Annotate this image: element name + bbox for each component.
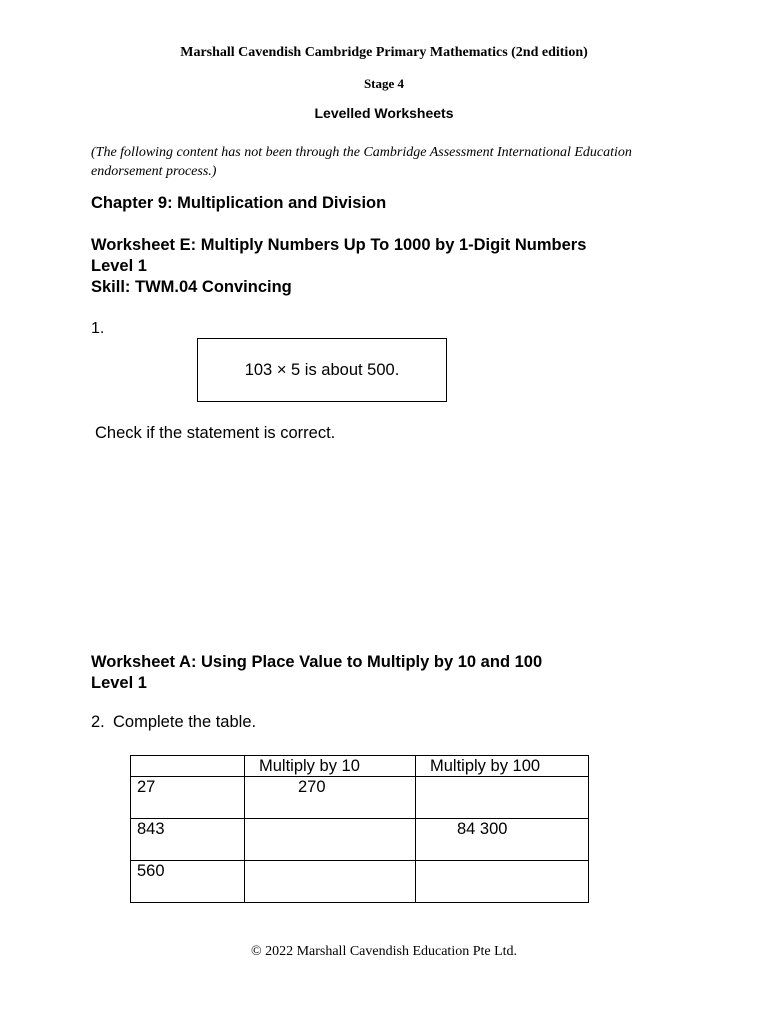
endorsement-disclaimer: (The following content has not been through the Cambridge Assessment International Education endorsement process.) [91,145,632,179]
answer-cell[interactable]: 84 300 [416,819,589,861]
worksheet-a-title: Worksheet A: Using Place Value to Multiply by 10 and 100 [91,653,543,671]
question-2-number: 2. [91,713,105,731]
copyright-footer: © 2022 Marshall Cavendish Education Pte Ltd. [250,944,518,959]
table-row [131,861,589,903]
worksheet-type-label: Levelled Worksheets [314,105,454,121]
worksheet-e-skill: Skill: TWM.04 Convincing [91,278,292,296]
answer-cell[interactable]: 270 [245,777,416,819]
table-header-cell [131,756,245,777]
question-1-instruction: Check if the statement is correct. [95,424,336,442]
table-cell: 27 [131,777,245,819]
worksheet-e-level: Level 1 [91,257,147,275]
worksheet-e-title: Worksheet E: Multiply Numbers Up To 1000 by 1-Digit Numbers [91,236,587,254]
worksheet-e-heading [91,235,586,298]
question-2-instruction: Complete the table. [113,713,257,731]
table-row [131,777,589,819]
statement-box [197,338,447,402]
answer-cell[interactable] [245,861,416,903]
table-header-cell [416,756,589,777]
worksheet-a-level: Level 1 [91,674,147,692]
answer-cell[interactable] [416,861,589,903]
header-multiply-by-10: Multiply by 10 [259,757,360,775]
stage-label: Stage 4 [363,76,405,91]
statement-text: 103 × 5 is about 500. [244,360,400,379]
answer-cell[interactable] [416,777,589,819]
header-multiply-by-100: Multiply by 100 [430,757,541,775]
table-row [131,819,589,861]
multiply-table [130,755,589,903]
answer-cell[interactable] [245,819,416,861]
table-header-row [131,756,589,777]
question-2 [91,713,256,732]
question-1-number: 1. [91,320,105,337]
publication-title: Marshall Cavendish Cambridge Primary Mathematics (2nd edition) [180,45,588,60]
table-cell: 843 [131,819,245,861]
chapter-title: Chapter 9: Multiplication and Division [91,194,387,212]
table-cell: 560 [131,861,245,903]
table-header-cell [245,756,416,777]
worksheet-a-heading [91,652,542,694]
